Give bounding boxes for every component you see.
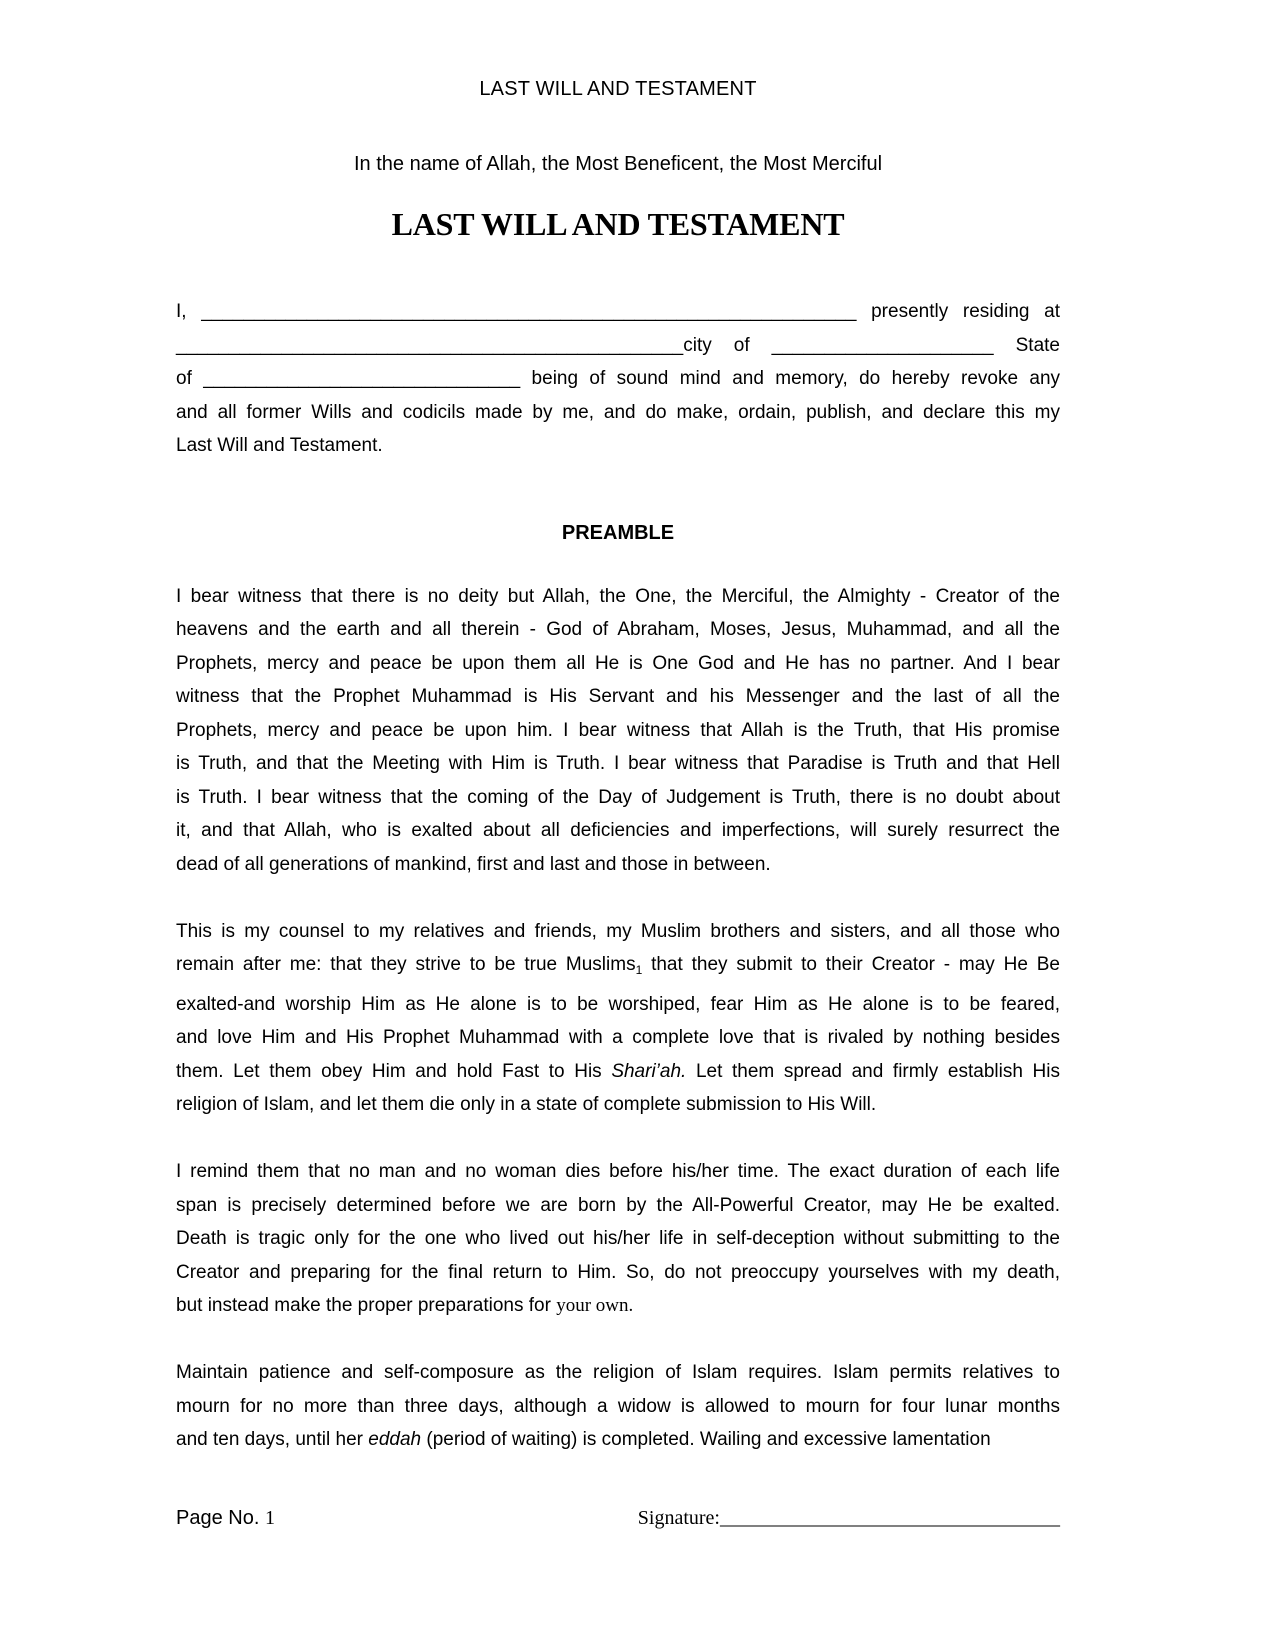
- text-segment: presently residing at: [856, 301, 1060, 322]
- text-line: [176, 1256, 1060, 1290]
- text-line: [176, 1021, 1060, 1055]
- text-line: [176, 1055, 1060, 1089]
- text-line: [176, 1423, 1060, 1457]
- text-segment: it, and that Allah, who is exalted about all deficiencies and imperfections, will surely resurrect the: [176, 820, 1060, 841]
- text-segment: Prophets, mercy and peace be upon them all He is One God and He has no partner. And I bear: [176, 652, 1060, 674]
- text-segment: is Truth. I bear witness that the coming of the Day of Judgement is Truth, there is no doubt about: [176, 786, 1060, 808]
- testator-name-blank: ______________________________________________________________: [201, 301, 857, 322]
- document-header-title: LAST WILL AND TESTAMENT: [479, 78, 757, 100]
- text-segment: This is my counsel to my relatives and friends, my Muslim brothers and sisters, and all those who: [176, 920, 1060, 942]
- text-segment: is Truth, and that the Meeting with Him is Truth. I bear witness that Paradise is Truth and that Hell: [176, 753, 1060, 774]
- signature-blank: __________________________________: [720, 1507, 1060, 1529]
- text-segment: Shari’ah.: [611, 1060, 687, 1082]
- text-segment: eddah: [368, 1429, 422, 1450]
- intro-paragraph: [176, 295, 1060, 463]
- text-line: [176, 429, 1060, 463]
- text-line: [176, 647, 1060, 681]
- text-segment: mourn for no more than three days, although a widow is allowed to mourn for four lunar months: [176, 1395, 1060, 1417]
- text-line: [176, 948, 1060, 988]
- text-segment: and love Him and His Prophet Muhammad with a complete love that is rivaled by nothing besides: [176, 1027, 1060, 1048]
- text-segment: exalted-and worship Him as He alone is to be worshiped, fear Him as He alone is to be feared,: [176, 993, 1060, 1015]
- page-number-label: Page No.: [176, 1507, 260, 1529]
- text-line: [176, 781, 1060, 815]
- text-line: [176, 1155, 1060, 1189]
- text-line: [176, 329, 1060, 363]
- text-line: [176, 747, 1060, 781]
- paragraph: [176, 580, 1060, 882]
- signature-label: Signature:: [637, 1507, 720, 1529]
- text-segment: span is precisely determined before we are born by the All-Powerful Creator, may He be exalted.: [176, 1194, 1060, 1216]
- text-segment: your own.: [556, 1295, 634, 1316]
- text-segment: and all former Wills and codicils made by me, and do make, ordain, publish, and declare this my: [176, 401, 1060, 423]
- text-line: [176, 915, 1060, 949]
- text-segment: religion of Islam, and let them die only in a state of complete submission to His Will.: [176, 1094, 877, 1115]
- text-segment: I,: [176, 301, 202, 322]
- text-line: [176, 1390, 1060, 1424]
- page-footer: [176, 1506, 1060, 1530]
- paragraph: [176, 1356, 1060, 1457]
- text-segment: Let them spread and firmly establish His: [686, 1060, 1060, 1082]
- text-segment: (period of waiting) is completed. Wailing and excessive lamentation: [421, 1429, 991, 1450]
- text-segment: of: [176, 368, 204, 389]
- text-line: [176, 396, 1060, 430]
- text-segment: I bear witness that there is no deity but Allah, the One, the Merciful, the Almighty - Creator of the: [176, 585, 1060, 607]
- text-segment: city of: [683, 334, 772, 356]
- text-line: [176, 580, 1060, 614]
- text-segment: 1: [635, 963, 643, 977]
- page-number: [176, 1506, 275, 1530]
- paragraph: [176, 915, 1060, 1122]
- text-segment: I remind them that no man and no woman dies before his/her time. The exact duration of each life: [176, 1161, 1060, 1182]
- text-line: [176, 988, 1060, 1022]
- text-segment: remain after me: that they strive to be true Muslims: [176, 954, 636, 975]
- text-line: [176, 295, 1060, 329]
- text-segment: State: [993, 334, 1060, 356]
- text-line: [176, 362, 1060, 396]
- page-number-value: 1: [264, 1507, 275, 1529]
- text-line: [176, 1189, 1060, 1223]
- text-line: [176, 714, 1060, 748]
- preamble-body: [176, 580, 1060, 1457]
- text-segment: but instead make the proper preparations for: [176, 1295, 557, 1316]
- text-segment: being of sound mind and memory, do hereby revoke any: [520, 368, 1061, 389]
- text-segment: Creator and preparing for the final return to Him. So, do not preoccupy yourselves with my death,: [176, 1261, 1060, 1283]
- text-segment: and ten days, until her: [176, 1429, 369, 1450]
- preamble-heading: PREAMBLE: [561, 521, 675, 544]
- city-blank: _____________________: [771, 334, 994, 356]
- main-title: LAST WILL AND TESTAMENT: [391, 206, 845, 242]
- text-segment: them. Let them obey Him and hold Fast to His: [176, 1060, 612, 1082]
- state-blank: ______________________________: [203, 368, 521, 389]
- text-segment: that they submit to their Creator - may He Be: [642, 954, 1060, 975]
- text-line: [176, 613, 1060, 647]
- text-segment: Death is tragic only for the one who lived out his/her life in self-deception without submitting to the: [176, 1228, 1060, 1249]
- text-segment: Prophets, mercy and peace be upon him. I bear witness that Allah is the Truth, that His promise: [176, 719, 1060, 741]
- signature-area: [638, 1506, 1060, 1530]
- text-segment: heavens and the earth and all therein - God of Abraham, Moses, Jesus, Muhammad, and all the: [176, 619, 1060, 640]
- text-segment: Last Will and Testament.: [176, 435, 383, 456]
- text-line: [176, 814, 1060, 848]
- text-line: [176, 680, 1060, 714]
- text-segment: Maintain patience and self-composure as the religion of Islam requires. Islam permits relatives to: [176, 1362, 1060, 1383]
- address-blank: ________________________________________________: [176, 334, 684, 356]
- text-line: [176, 848, 1060, 882]
- text-segment: dead of all generations of mankind, first and last and those in between.: [176, 853, 771, 875]
- text-segment: witness that the Prophet Muhammad is His Servant and his Messenger and the last of all the: [176, 686, 1060, 707]
- text-line: [176, 1088, 1060, 1122]
- paragraph: [176, 1155, 1060, 1323]
- text-line: [176, 1289, 1060, 1323]
- bismillah-line: In the name of Allah, the Most Beneficent, the Most Merciful: [353, 153, 883, 175]
- text-line: [176, 1222, 1060, 1256]
- text-line: [176, 1356, 1060, 1390]
